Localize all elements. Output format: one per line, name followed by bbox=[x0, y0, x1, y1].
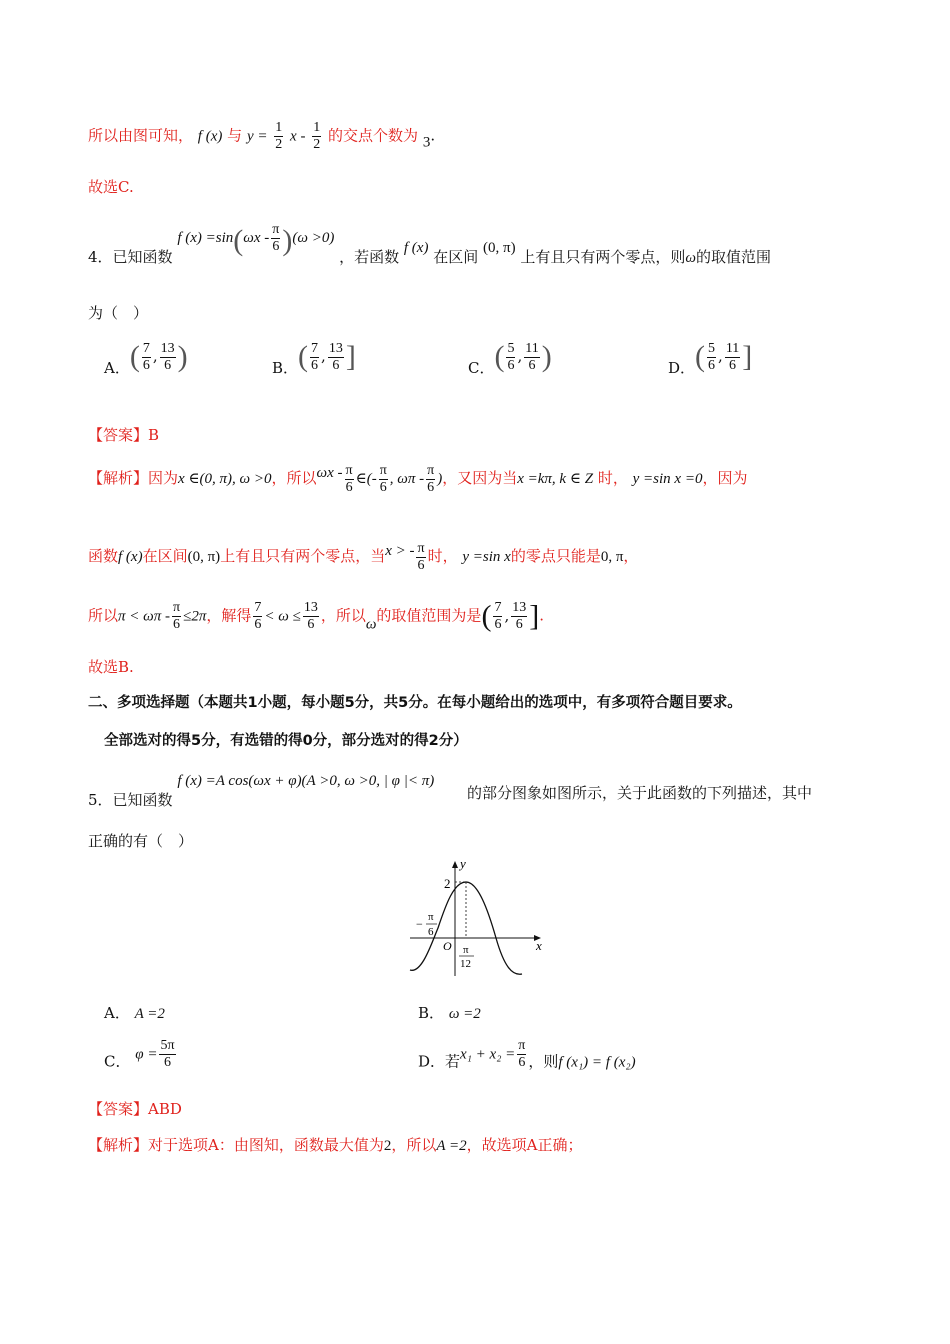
fraction: $\frac{1}{2}$ bbox=[313, 120, 321, 152]
pos-pi: π bbox=[463, 944, 469, 956]
math: (ω >0) bbox=[292, 230, 335, 246]
q4-stem-2: 为（ ） bbox=[88, 304, 149, 322]
math: 3 bbox=[422, 134, 431, 151]
q4-analysis-2: 函数f (x)在区间(0, π)上有且只有两个零点，当x > - $\frac{\pi}{6}$ 时， y =sin x的零点只能是0, π， bbox=[88, 540, 639, 573]
q4-option-a[interactable]: A．( $\frac{7}{6}$ , $\frac{13}{6}$ ) bbox=[104, 340, 188, 377]
q4-answer: 【答案】B bbox=[88, 426, 160, 444]
q3-conclusion: 所以由图可知， f (x) 与 y = $\frac{1}{2}$ x - $\frac{1}{2}$ 的交点个数为 3. bbox=[88, 120, 436, 152]
q3-choice: 故选C. bbox=[88, 178, 134, 196]
section-title-2: 全部选对的得5分，有选错的得0分，部分选对的得2分） bbox=[104, 733, 468, 749]
math: f (x) bbox=[403, 240, 429, 256]
question-number: 4．已知函数 bbox=[88, 248, 173, 266]
fraction: $\frac{\pi}{6}$ bbox=[272, 222, 280, 254]
text: 所以由图可知， bbox=[88, 126, 194, 145]
y-label: y bbox=[460, 856, 466, 871]
math: f (x) =sin bbox=[177, 230, 234, 246]
q4-option-d[interactable]: D．( $\frac{5}{6}$ , $\frac{11}{6}$ ] bbox=[668, 340, 753, 377]
text: ，若函数 bbox=[339, 248, 400, 266]
math: (0, π) bbox=[483, 240, 516, 256]
math: ω bbox=[685, 250, 697, 266]
q5-option-b[interactable]: B． ω =2 bbox=[418, 1004, 481, 1022]
q4-stem: 4．已知函数 f (x) =sin(ωx - $\frac{\pi}{6}$ )(ω >0) ，若函数 f (x) 在区间 (0, π) 上有且只有两个零点，则ω的取值范围 bbox=[88, 222, 772, 266]
q4-analysis-3: 所以π < ωπ - $\frac{\pi}{6}$ ≤2π，解得 $\frac{7}{6}$ < ω ≤ $\frac{13}{6}$ ，所以ω的取值范围为是( $\frac{7}{6}$ , $\frac{13}{6}$ ]. bbox=[88, 599, 544, 633]
pos-twelve: 12 bbox=[460, 958, 471, 970]
neg-sign: − bbox=[416, 917, 423, 931]
q5-analysis: 【解析】对于选项A：由图知，函数最大值为2，所以A =2，故选项A正确； bbox=[88, 1136, 583, 1154]
neg-six: 6 bbox=[428, 926, 434, 938]
x-label: x bbox=[536, 938, 542, 953]
math: f (x) bbox=[197, 128, 223, 145]
q5-option-a[interactable]: A． A =2 bbox=[104, 1004, 165, 1022]
math: y = bbox=[246, 128, 268, 145]
text: 的交点个数为 bbox=[328, 126, 419, 145]
q5-stem: 5．已知函数 f (x) =A cos(ωx + φ)(A >0, ω >0, | φ |< π) bbox=[88, 773, 435, 809]
fraction: $\frac{1}{2}$ bbox=[275, 120, 283, 152]
math: ωx - bbox=[243, 230, 270, 246]
math: x - bbox=[290, 128, 306, 145]
q5-option-c[interactable]: C． φ = $\frac{5\pi}{6}$ bbox=[104, 1038, 175, 1071]
q5-answer: 【答案】ABD bbox=[88, 1100, 182, 1118]
q4-option-c[interactable]: C．( $\frac{5}{6}$ , $\frac{11}{6}$ ) bbox=[468, 340, 552, 377]
text: 在区间 bbox=[433, 248, 479, 266]
q5-option-d[interactable]: D．若x₁ + x₂ = $\frac{\pi}{6}$ ，则f (x₁) = f (x₂) bbox=[418, 1038, 636, 1071]
q4-option-b[interactable]: B．( $\frac{7}{6}$ , $\frac{13}{6}$ ] bbox=[272, 340, 356, 377]
neg-pi: π bbox=[428, 911, 434, 923]
max-label: 2 bbox=[444, 876, 451, 891]
section-title: 二、多项选择题（本题共1小题，每小题5分，共5分。在每小题给出的选项中，有多项符合题目要求。 bbox=[88, 695, 742, 711]
y-axis-arrow-icon bbox=[452, 861, 458, 868]
q5-stem-cont: 的部分图象如图所示，关于此函数的下列描述，其中 bbox=[467, 784, 813, 802]
q4-choice: 故选B. bbox=[88, 658, 134, 676]
text: 与 bbox=[227, 126, 243, 145]
text: 上有且只有两个零点，则 bbox=[520, 248, 686, 266]
q5-stem-2: 正确的有（ ） bbox=[88, 832, 194, 850]
origin-label: O bbox=[443, 939, 452, 953]
q4-analysis-1: 【解析】因为x ∈(0, π), ω >0，所以ωx - $\frac{\pi}{6}$ ∈(- $\frac{\pi}{6}$ , ωπ - $\frac{\pi}{6}$ )，又因为当x =kπ, k ∈ Z 时， y =sin x =0，因为 bbox=[88, 462, 748, 495]
q5-graph bbox=[400, 852, 550, 982]
text: 的取值范围 bbox=[696, 248, 772, 266]
